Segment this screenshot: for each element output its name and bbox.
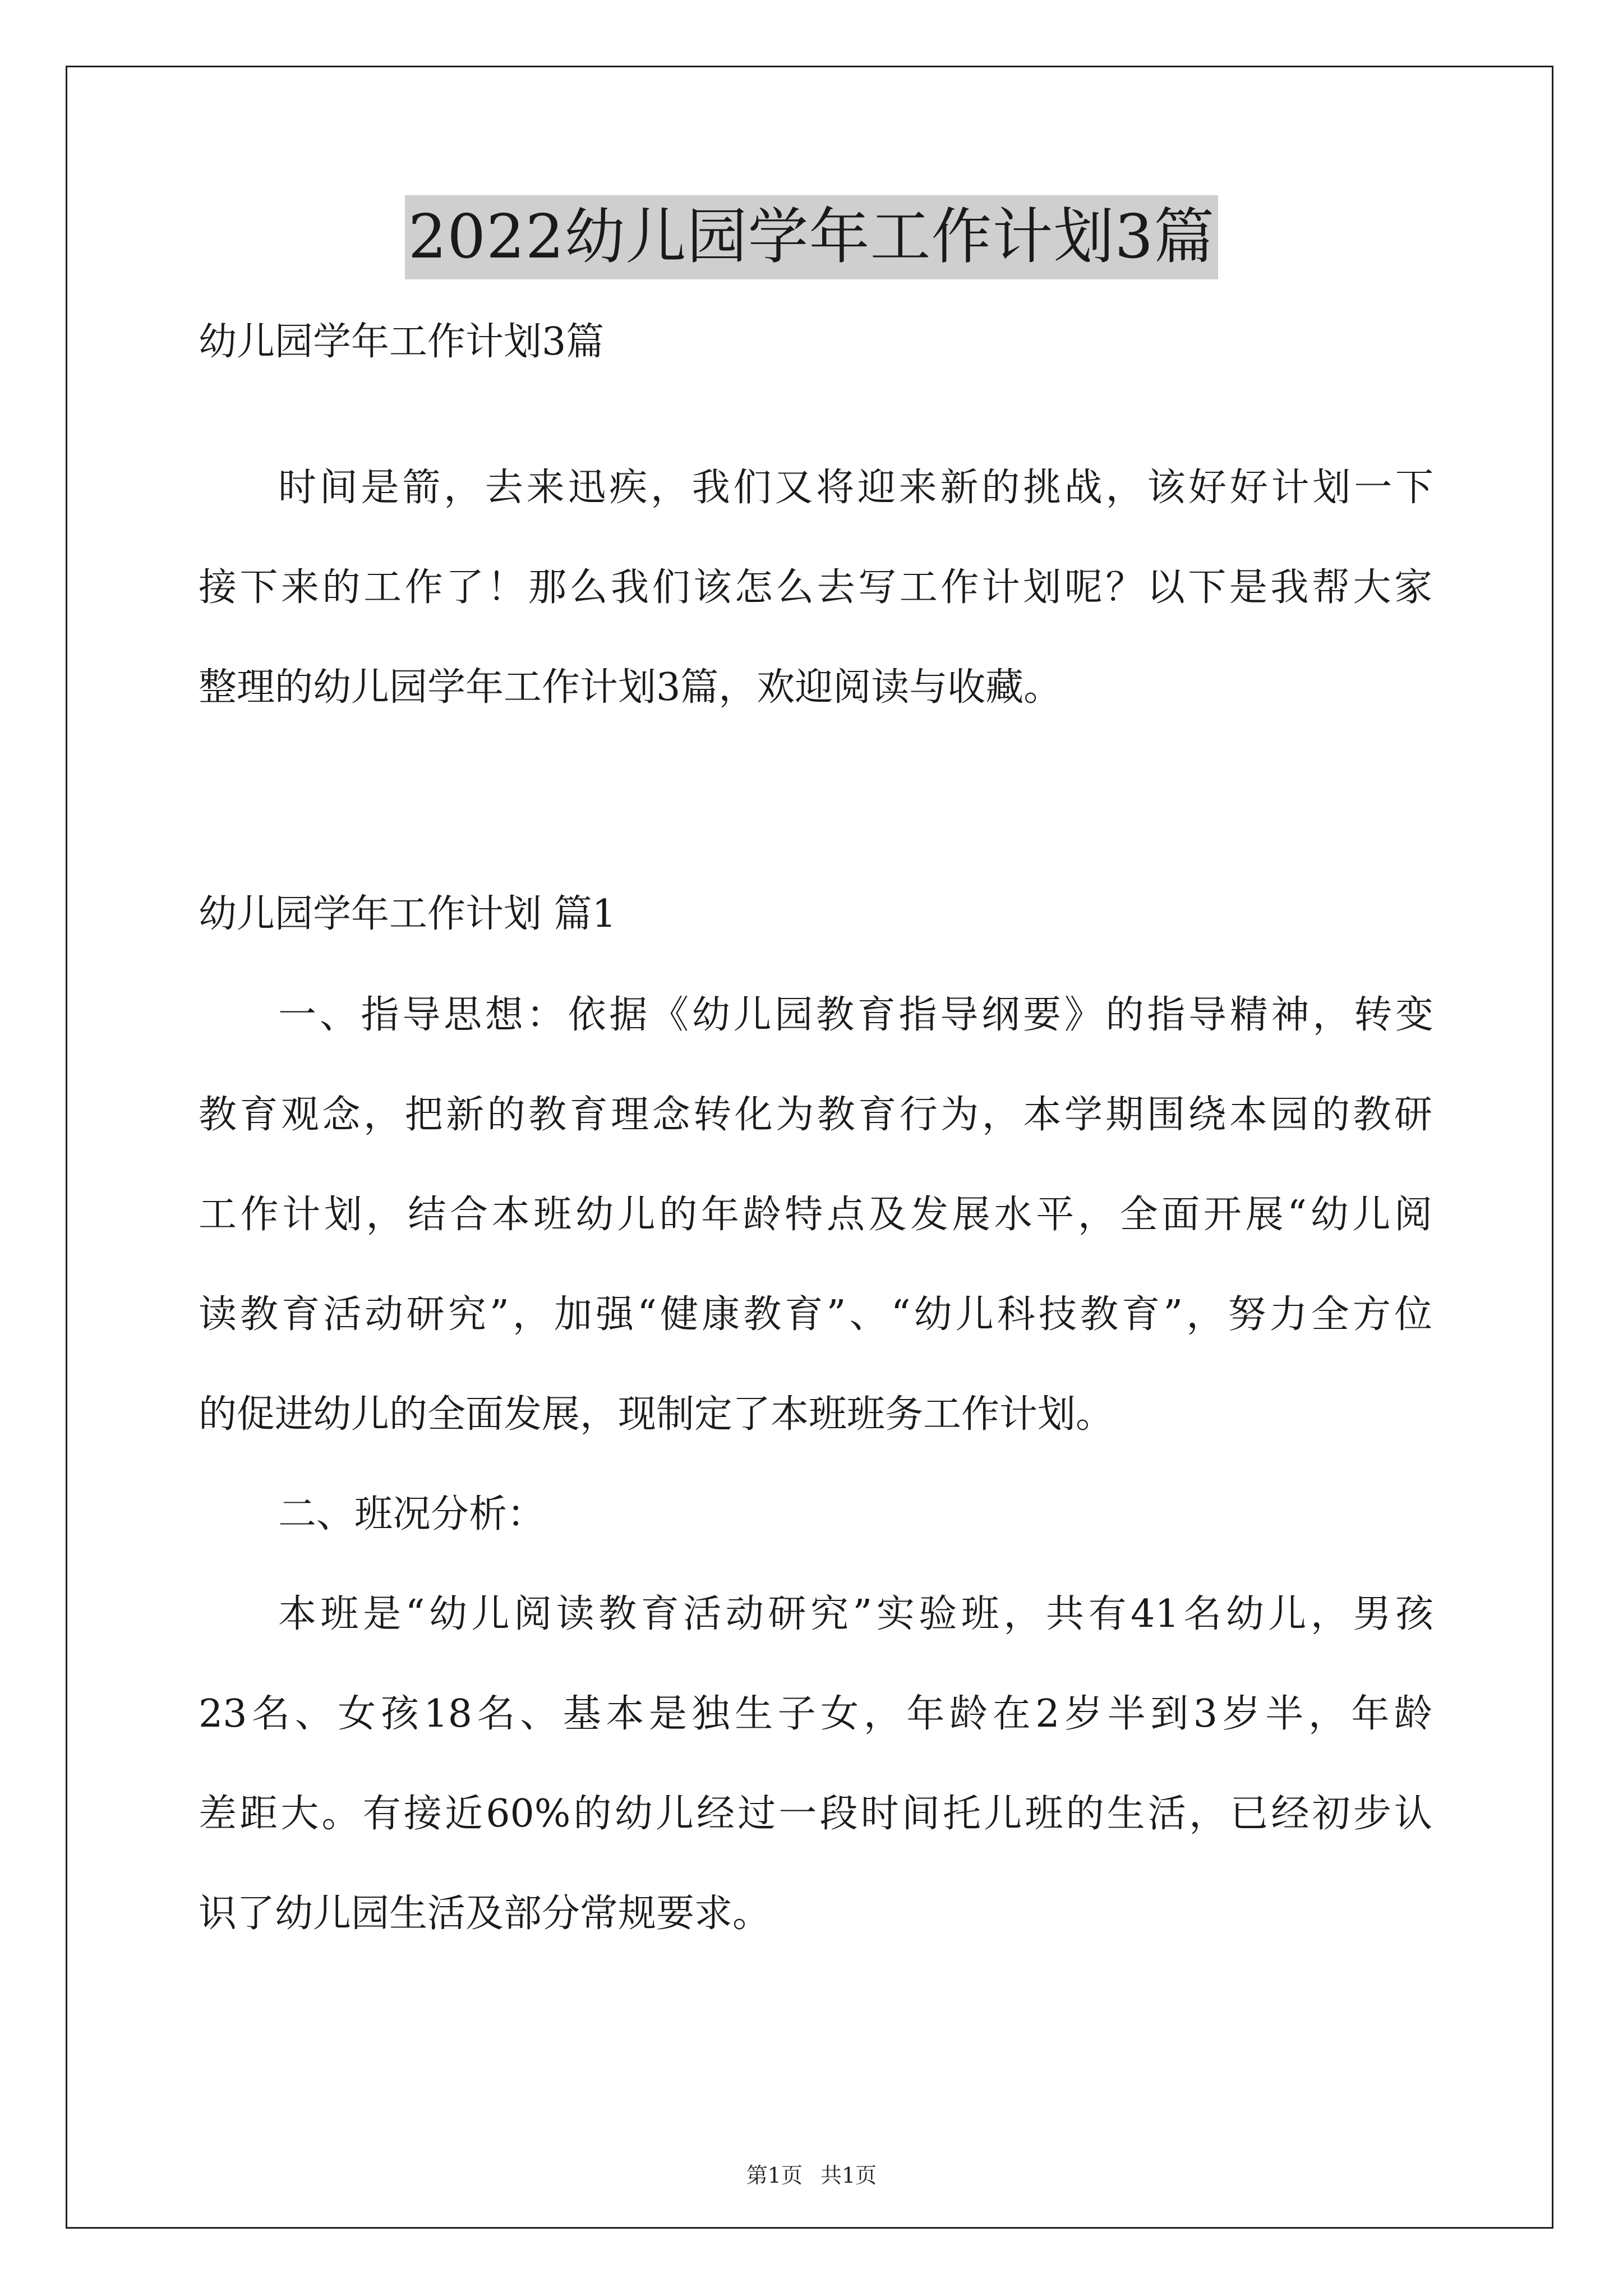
intro-line-3: 整理的幼儿园学年工作计划3篇，欢迎阅读与收藏。 (199, 665, 1062, 710)
page-number: 第1页 (746, 2163, 803, 2188)
analysis-line-1: 本班是“幼儿阅读教育活动研究”实验班，共有41名幼儿，男孩 (278, 1592, 1433, 1636)
guiding-line-5: 的促进幼儿的全面发展，现制定了本班班务工作计划。 (199, 1392, 1114, 1437)
document-subtitle: 幼儿园学年工作计划3篇 (199, 320, 605, 364)
page-footer (0, 2159, 1623, 2192)
analysis-heading: 二、班况分析： (278, 1492, 546, 1536)
section-heading: 幼儿园学年工作计划 篇1 (199, 892, 616, 936)
intro-line-1: 时间是箭，去来迅疾，我们又将迎来新的挑战，该好好计划一下 (278, 466, 1433, 510)
guiding-line-2: 教育观念，把新的教育理念转化为教育行为，本学期围绕本园的教研 (199, 1093, 1432, 1137)
guiding-line-4: 读教育活动研究”，加强“健康教育”、“幼儿科技教育”，努力全方位 (199, 1292, 1432, 1337)
analysis-line-4: 识了幼儿园生活及部分常规要求。 (199, 1892, 771, 1936)
analysis-line-3: 差距大。有接近60%的幼儿经过一段时间托儿班的生活，已经初步认 (199, 1792, 1432, 1836)
document-title: 2022幼儿园学年工作计划3篇 (405, 195, 1219, 279)
title-container (0, 195, 1623, 279)
guiding-line-1: 一、指导思想：依据《幼儿园教育指导纲要》的指导精神，转变 (278, 993, 1433, 1037)
guiding-line-3: 工作计划，结合本班幼儿的年龄特点及发展水平，全面开展“幼儿阅 (199, 1193, 1432, 1237)
page-total: 共1页 (820, 2163, 877, 2188)
analysis-line-2: 23名、女孩18名、基本是独生子女，年龄在2岁半到3岁半，年龄 (199, 1692, 1432, 1736)
intro-line-2: 接下来的工作了！那么我们该怎么去写工作计划呢？以下是我帮大家 (199, 565, 1432, 610)
